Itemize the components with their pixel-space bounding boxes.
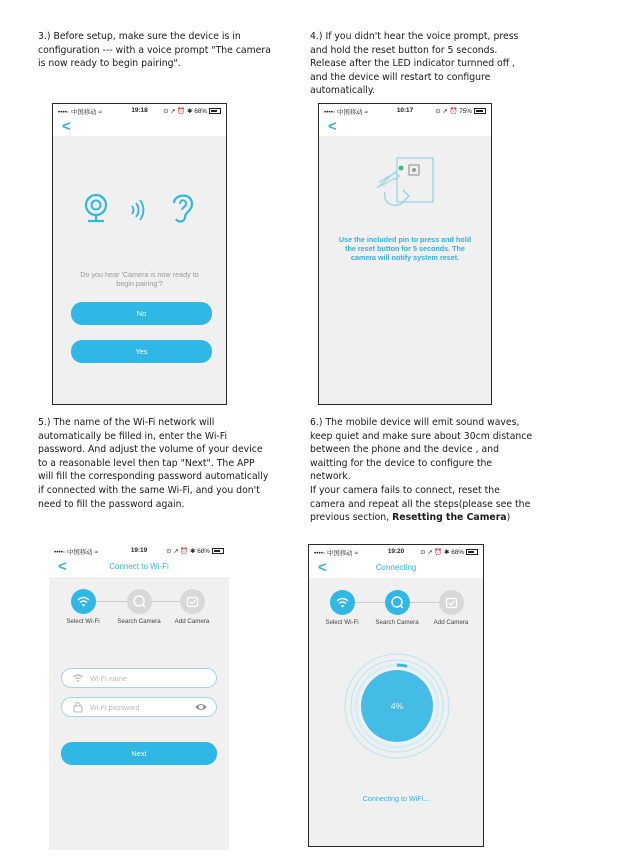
clock-label: 19:18 (131, 107, 148, 114)
stepper-node-select-wifi (330, 590, 355, 615)
nav-bar (309, 559, 483, 577)
voice-question-text: Do you hear 'Camera is now ready to begin pairing'? (80, 270, 199, 289)
status-icons (163, 107, 221, 115)
step-5-line: need to fill the password again. (38, 498, 185, 510)
step-6-last-suffix: ) (506, 512, 511, 524)
page-title: Connecting (375, 563, 417, 572)
step-5-line: 5.) The name of the Wi-Fi network will (38, 417, 215, 428)
content-area (53, 136, 226, 404)
step-5-line: automatically be filled in, enter the Wi-Fi (38, 430, 228, 442)
stepper-node-add-camera (439, 590, 464, 615)
status-right-label: ⊙ ↗ ⏰ ✱ 68% (163, 108, 207, 115)
step-6-line: network. (310, 471, 351, 483)
step-6-line: camera and repeat all the steps(please see the (310, 498, 531, 510)
carrier-label: ••••◦ 中国移动 ≈ (324, 109, 368, 116)
yes-button[interactable]: Yes (71, 340, 212, 363)
status-right-label: ⊙ ↗ ⏰ ✱ 68% (166, 548, 210, 555)
back-icon[interactable]: < (62, 118, 71, 135)
wifi-name-placeholder: Wi-Fi name (90, 674, 127, 683)
step-6-instructions (310, 416, 580, 525)
nav-bar (53, 118, 226, 136)
stepper-label-add-camera: Add Camera (433, 619, 469, 626)
step-4-line: 4.) If you didn't hear the voice prompt, press (310, 31, 519, 42)
phone-screen-connecting (308, 544, 484, 847)
next-button[interactable]: Next (61, 742, 217, 765)
step-3-line: 3.) Before setup, make sure the device is in (38, 31, 241, 42)
back-icon[interactable]: < (328, 118, 337, 135)
stepper-node-search-camera (385, 590, 410, 615)
step-4-line: and the device will restart to configure (310, 71, 491, 83)
step-6-line: If your camera fails to connect, reset the (310, 484, 500, 496)
reset-hand-icon (373, 152, 443, 214)
stepper-label-select-wifi: Select Wi-Fi (66, 618, 100, 625)
wifi-password-placeholder: Wi-Fi password (90, 703, 140, 712)
status-right-label: ⊙ ↗ ⏰ ✱ 68% (420, 549, 464, 556)
clock-label: 19:20 (387, 548, 405, 555)
step-6-line: 6.) The mobile device will emit sound waves, (310, 417, 520, 428)
status-bar (309, 545, 483, 559)
battery-icon (474, 108, 486, 114)
wifi-icon (72, 672, 84, 684)
add-camera-icon (439, 590, 464, 615)
carrier-label: ••••◦ 中国移动 ≈ (58, 109, 102, 116)
phone-screen-connect-wifi (49, 544, 229, 850)
no-button[interactable]: No (71, 302, 212, 325)
progress-percent: 4% (390, 701, 404, 711)
step-6-last-line (310, 511, 580, 525)
camera-icon (83, 194, 109, 224)
stepper-label-search-camera: Search Camera (117, 618, 161, 625)
phone-screen-voice-prompt (52, 103, 227, 405)
back-icon[interactable]: < (318, 559, 327, 576)
carrier-label: ••••◦ 中国移动 ≈ (314, 550, 358, 557)
stepper-node-add-camera (180, 589, 205, 614)
step-4-line: and hold the reset button for 5 seconds. (310, 44, 498, 56)
content-area (309, 578, 483, 846)
step-6-line: waitting for the device to configure the (310, 457, 493, 469)
content-area (319, 136, 491, 404)
wifi-name-field[interactable] (61, 668, 217, 688)
wifi-password-field[interactable] (61, 697, 217, 717)
stepper-node-search-camera (127, 589, 152, 614)
step-5-instructions (38, 416, 306, 511)
status-bar (53, 104, 226, 118)
status-icons (166, 547, 224, 555)
battery-icon (209, 108, 221, 114)
resetting-camera-reference: Resetting the Camera (392, 512, 507, 524)
status-bar (319, 104, 491, 118)
page-title: Connect to Wi-Fi (109, 562, 169, 571)
search-camera-icon (127, 589, 152, 614)
step-4-line: Release after the LED indicator turnned off , (310, 58, 516, 70)
nav-bar (49, 558, 229, 576)
step-4-instructions (310, 30, 570, 98)
connecting-status-text: Connecting to WiFi... (362, 794, 430, 803)
status-icons (435, 107, 486, 115)
step-3-line: configuration --- with a voice prompt "The camera (38, 44, 271, 56)
content-area (49, 577, 229, 850)
wifi-icon (330, 590, 355, 615)
search-camera-icon (385, 590, 410, 615)
step-6-line: between the phone and the device , and (310, 444, 499, 456)
phone-screen-reset (318, 103, 492, 405)
status-right-label: ⊙ ↗ ⏰ 75% (435, 108, 472, 115)
step-3-instructions (38, 30, 298, 71)
lock-icon (72, 701, 84, 713)
step-6-line: keep quiet and make sure about 30cm distance (310, 430, 533, 442)
status-bar (49, 544, 229, 558)
stepper-label-search-camera: Search Camera (375, 619, 419, 626)
clock-label: 10:17 (396, 107, 414, 114)
step-5-line: to a reasonable level then tap "Next". The APP (38, 457, 255, 469)
step-3-line: is now ready to begin pairing". (38, 58, 181, 70)
status-icons (420, 548, 478, 556)
stepper-node-select-wifi (71, 589, 96, 614)
stepper-label-select-wifi: Select Wi-Fi (325, 619, 359, 626)
nav-bar (319, 118, 491, 136)
carrier-label: ••••◦ 中国移动 ≈ (54, 549, 98, 556)
battery-icon (466, 549, 478, 555)
sound-waves-icon (129, 199, 147, 221)
reset-instruction-text: Use the included pin to press and hold the reset button for 5 seconds. The camera will notify system reset. (338, 235, 472, 262)
show-password-icon[interactable] (194, 702, 208, 712)
back-icon[interactable]: < (58, 558, 67, 575)
step-6-last-prefix: previous section, (310, 512, 393, 524)
ear-icon (170, 191, 196, 225)
step-4-line: automatically. (310, 85, 376, 97)
add-camera-icon (180, 589, 205, 614)
step-5-line: password. And adjust the volume of your device (38, 444, 263, 456)
stepper-label-add-camera: Add Camera (174, 618, 210, 625)
battery-icon (212, 548, 224, 554)
wifi-icon (71, 589, 96, 614)
step-5-line: if connected with the same Wi-Fi, and you don't (38, 484, 260, 496)
clock-label: 19:19 (130, 547, 148, 554)
step-5-line: will fill the corresponding password automatically (38, 471, 269, 483)
